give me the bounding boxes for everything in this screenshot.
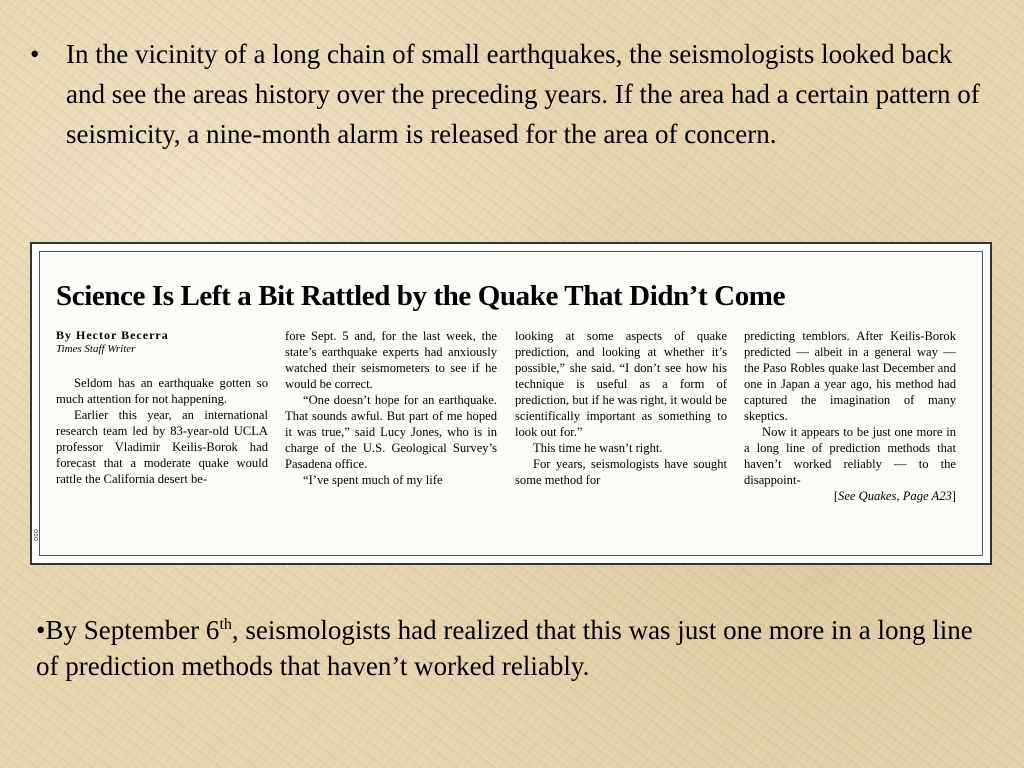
paragraph: Now it appears to be just one more in a long line of prediction methods that haven’t worked reliably — to the disappoint- (744, 425, 956, 487)
paragraph: looking at some aspects of quake prediction, and looking at whether it’s possible,” she said. “I don’t see how his technique is useful as a form of prediction, but if he was right, it would be scientifically important as something to look out for.” (515, 329, 727, 439)
bullet-marker: • (30, 39, 40, 69)
article-column-3 (515, 328, 727, 488)
top-bullet (30, 34, 980, 154)
article-column-2 (285, 328, 497, 488)
bottom-bullet-text-end: , seismologists had realized that this was just one more in a long line of prediction methods that haven’t worked reliably. (36, 615, 973, 681)
paragraph: Earlier this year, an international research team led by 83-year-old UCLA professor Vladimir Keilis-Borok had forecast that a moderate quake would rattle the California desert be- (56, 408, 268, 486)
paragraph: For years, seismologists have sought some method for (515, 457, 727, 487)
paragraph: “I’ve spent much of my life (303, 473, 443, 487)
paragraph: predicting temblors. After Keilis-Borok predicted — albeit in a general way — the Paso Robles quake last December and one in Japan a year ago, his method had captured the imagination of many skeptics. (744, 329, 956, 423)
side-mark: oso (32, 529, 40, 542)
article-column-1 (56, 375, 268, 487)
paragraph: “One doesn’t hope for an earthquake. That sounds awful. But part of me hoped it was true,” said Lucy Jones, who is in charge of the U.S. Geological Survey’s Pasadena office. (285, 393, 497, 471)
byline: By Hector Becerra (56, 328, 169, 342)
staff-writer: Times Staff Writer (56, 343, 136, 355)
paragraph: fore Sept. 5 and, for the last week, the state’s earthquake experts had anxiously watched their seismometers to see if he would be correct. (285, 329, 497, 391)
see-reference-text: See Quakes, Page A23 (838, 489, 952, 503)
see-reference (744, 488, 956, 504)
newspaper-clipping (30, 242, 992, 565)
ordinal-suffix: th (219, 616, 232, 633)
see-reference-close: ] (951, 489, 956, 503)
paragraph: This time he wasn’t right. (533, 441, 663, 455)
see-reference-open: [ (833, 489, 839, 503)
clipping-headline: Science Is Left a Bit Rattled by the Quake That Didn’t Come (56, 280, 786, 312)
top-bullet-text: In the vicinity of a long chain of small earthquakes, the seismologists looked back and see the areas history over the preceding years. If the area had a certain pattern of seismicity, a nine-month alarm is released for the area of concern. (66, 39, 980, 149)
bottom-bullet-text-start: •By September 6 (36, 615, 220, 645)
article-column-4 (744, 328, 956, 504)
bottom-bullet (36, 612, 996, 684)
paragraph: Seldom has an earthquake gotten so much attention for not happening. (56, 376, 268, 406)
